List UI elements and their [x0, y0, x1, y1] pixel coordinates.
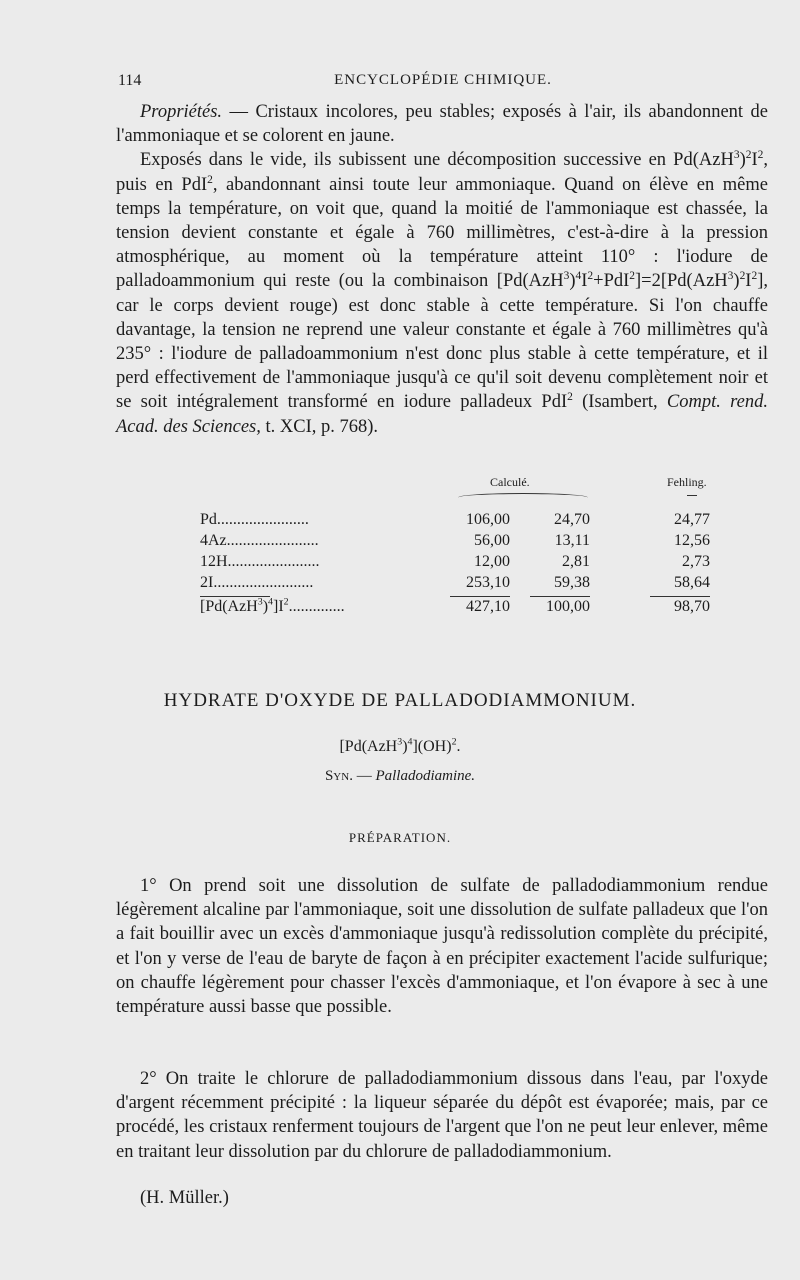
- row-label: 4Az.......................: [200, 532, 319, 549]
- superscript: 3: [257, 596, 263, 608]
- section-title: HYDRATE D'OXYDE DE PALLADODIAMMONIUM.: [163, 690, 637, 711]
- text-run: ]=2[Pd(AzH: [635, 271, 728, 292]
- text-run: —: [352, 768, 376, 784]
- superscript: 2: [567, 391, 573, 404]
- text-block-preparation-1: [116, 874, 768, 1019]
- paragraph-label: Propriétés.: [140, 102, 223, 122]
- text-run: , puis en PdI: [116, 150, 768, 195]
- superscript: 2: [739, 270, 746, 283]
- text-run: Exposés dans le vide, ils subissent une décomposition successive en Pd(AzH: [140, 150, 734, 171]
- superscript: 2: [587, 270, 594, 283]
- cell-fehling: 2,73: [682, 553, 710, 570]
- cell-calc-percent: 59,38: [554, 574, 590, 591]
- text-run: [Pd(AzH: [339, 738, 398, 755]
- cell-calc-weight: 253,10: [466, 574, 510, 591]
- text-block-1: [116, 100, 768, 439]
- row-label: 2I.........................: [200, 574, 314, 591]
- cell-fehling: 24,77: [674, 511, 710, 528]
- paragraph-decomposition: [116, 148, 768, 438]
- table-row: [200, 553, 720, 573]
- cell-total-fehling: 98,70: [674, 598, 710, 615]
- cell-calc-weight: 56,00: [474, 532, 510, 549]
- superscript: 2: [751, 270, 758, 283]
- synonym-label: Syn.: [324, 768, 353, 784]
- text-run: ): [402, 738, 408, 755]
- text-run: .: [456, 738, 461, 755]
- total-rule: [450, 596, 510, 597]
- page-number: 114: [118, 72, 142, 89]
- superscript: 3: [727, 270, 734, 283]
- text-run: ..............: [288, 598, 345, 615]
- table-row: [200, 511, 720, 531]
- superscript: 3: [397, 736, 403, 748]
- cell-calc-percent: 13,11: [554, 532, 590, 549]
- synonym-line: [0, 768, 800, 785]
- table-row: [200, 532, 720, 552]
- cell-calc-weight: 106,00: [466, 511, 510, 528]
- page-header: [118, 72, 768, 96]
- superscript: 2: [207, 173, 213, 186]
- paragraph-proprietes: [116, 100, 768, 148]
- section-formula: [0, 738, 800, 756]
- cell-calc-percent: 2,81: [562, 553, 590, 570]
- cell-total-calc-weight: 427,10: [466, 598, 510, 615]
- text-run: (Isambert,: [572, 392, 667, 413]
- paragraph-text: — Cristaux incolores, peu stables; exposés à l'air, ils abandonnent de l'ammoniaque et se colorent en jaune.: [116, 102, 768, 147]
- superscript: 2: [451, 736, 457, 748]
- text-run: +PdI: [593, 271, 630, 292]
- cell-calc-percent: 24,70: [554, 511, 590, 528]
- text-run: I: [745, 271, 752, 292]
- text-run: I: [581, 271, 588, 292]
- citation-title: Compt. rend. Acad. des Sciences,: [116, 392, 768, 437]
- total-rule: [530, 596, 590, 597]
- paragraph-method-2: 2° On traite le chlorure de palladodiammonium dissous dans l'eau, par l'oxyde d'argent récemment précipité : la liqueur séparée du dépôt est évaporée; mais, par ce procédé, les cristaux renferment toujours de l'argent que l'on ne peut leur enlever, même en traitant leur dissolution par du chlorure de palladodiammonium.: [116, 1069, 768, 1162]
- row-label: 12H.......................: [200, 553, 320, 570]
- paragraph-method-1: 1° On prend soit une dissolution de sulfate de palladodiammonium rendue légèrement alcaline par l'ammoniaque, soit une dissolution de sulfate palladeux que l'on a fait bouillir avec un excès d'ammoniaque jusqu'à redissolution complète du précipité, et l'on y verse de l'eau de baryte de façon à en précipiter exactement l'acide sulfurique; on chauffe légèrement pour chasser l'excès d'ammoniaque, et l'on évapore à sec à une température aussi basse que possible.: [116, 876, 768, 1018]
- row-label: Pd.......................: [200, 511, 309, 528]
- cell-fehling: 58,64: [674, 574, 710, 591]
- superscript: 2: [283, 596, 289, 608]
- cell-fehling: 12,56: [674, 532, 710, 549]
- running-title: ENCYCLOPÉDIE CHIMIQUE.: [334, 72, 552, 88]
- text-run: t. XCI, p. 768).: [260, 416, 379, 437]
- text-run: , abandonnant ainsi toute leur ammoniaque. Quand on élève en même temps la température, on voit que, quand la moitié de l'ammoniaque est chassée, la tension devient constante et égale à 760 millimètres, c'est-à-dire à la pression atmosphérique, au moment où la température atteint 110° : l'iodure de palladoammonium qui reste (ou la combinaison [Pd(AzH: [116, 174, 768, 292]
- dash-divider: [687, 495, 697, 496]
- text-run: ): [262, 598, 269, 615]
- table-row: [200, 574, 720, 594]
- text-run: I: [751, 150, 758, 171]
- superscript: 3: [733, 149, 740, 162]
- superscript: 2: [757, 149, 764, 162]
- column-header-calcule: Calculé.: [490, 475, 530, 489]
- total-rule: [650, 596, 710, 597]
- text-run: ]I: [273, 598, 284, 615]
- text-block-preparation-2: [116, 1067, 768, 1164]
- table-total-row: [200, 598, 720, 618]
- text-run: ], car le corps devient rouge) est donc stable à cette température. Si l'on chauffe davantage, la tension ne reprend une valeur constante et égale à 760 millimètres qu'à 235° : l'iodure de palladoammonium n'est donc plus stable à cette température, et il perd effectivement de l'ammoniaque jusqu'à ce qu'il soit devenu complètement noir et se soit intégralement transformé en iodure palladeux PdI: [116, 271, 768, 413]
- column-header-fehling: Fehling.: [667, 475, 707, 489]
- text-run: ): [739, 150, 746, 171]
- text-run: [Pd(AzH: [200, 598, 258, 615]
- brace-divider: [458, 493, 588, 502]
- superscript: 2: [745, 149, 752, 162]
- preparation-heading: PRÉPARATION.: [348, 830, 452, 845]
- text-run: ](OH): [412, 738, 452, 755]
- text-run: ): [733, 271, 740, 292]
- total-label: [200, 598, 345, 616]
- author-signature: (H. Müller.): [140, 1188, 229, 1208]
- cell-calc-weight: 12,00: [474, 553, 510, 570]
- superscript: 3: [563, 270, 570, 283]
- cell-total-calc-percent: 100,00: [546, 598, 590, 615]
- superscript: 4: [407, 736, 413, 748]
- superscript: 2: [629, 270, 636, 283]
- text-run: ): [569, 271, 576, 292]
- superscript: 4: [575, 270, 582, 283]
- superscript: 4: [268, 596, 273, 608]
- synonym-name: Palladodiamine.: [375, 768, 476, 784]
